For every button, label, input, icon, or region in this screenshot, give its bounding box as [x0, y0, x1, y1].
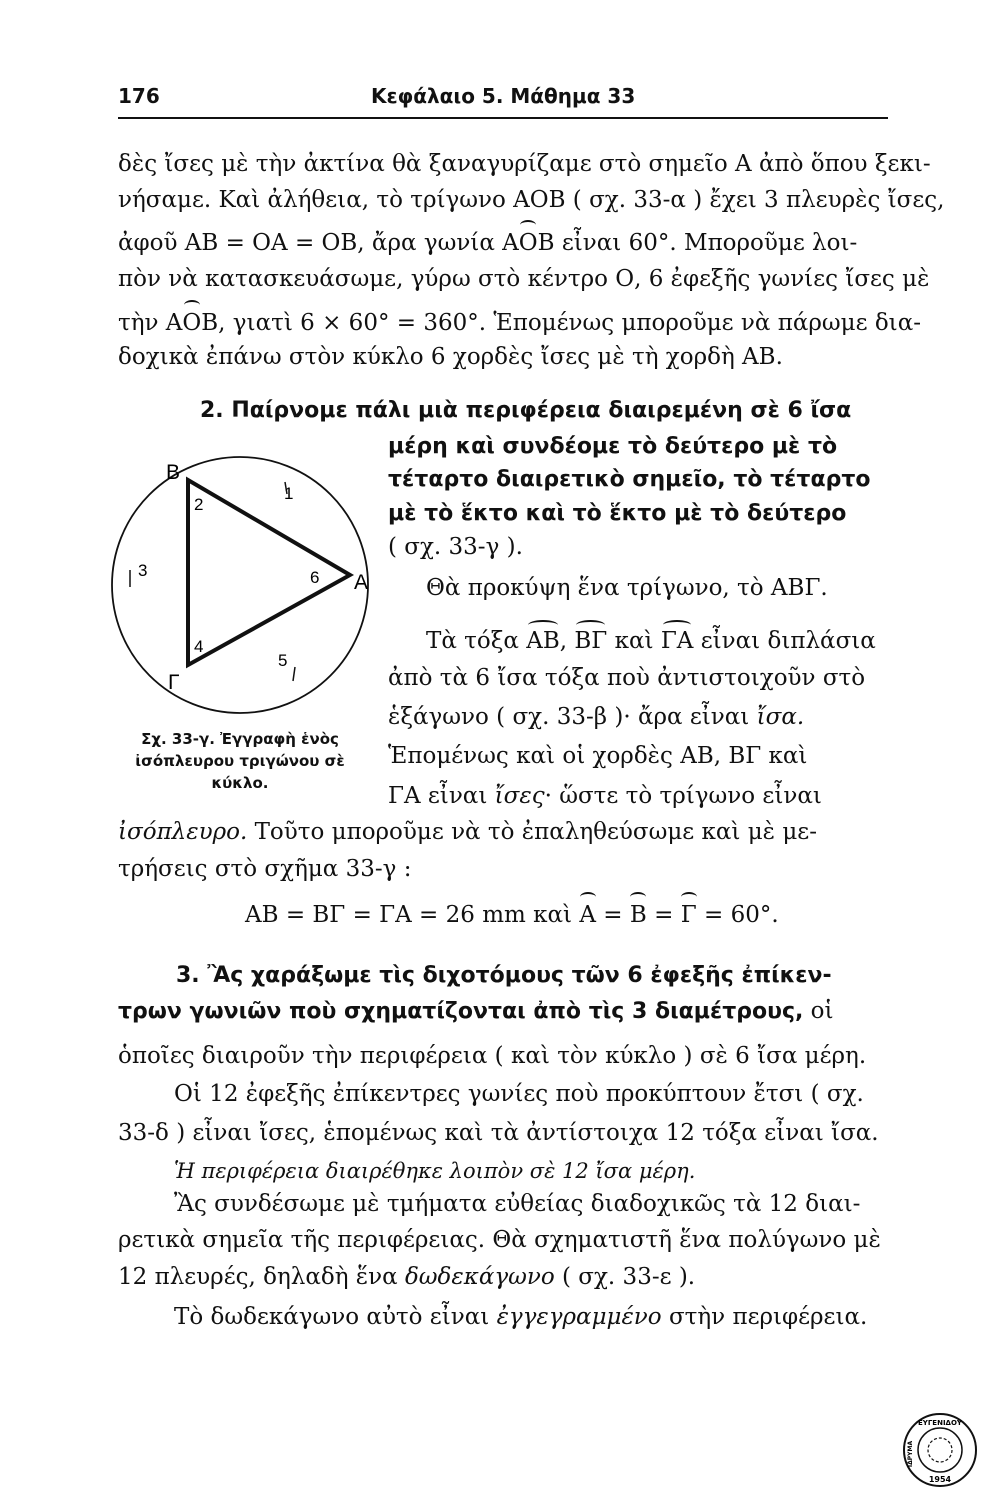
caption-line-3: κύκλο. — [211, 774, 269, 792]
label-G: Γ — [168, 671, 180, 694]
p3-line-3: ὁποῖες διαιροῦν τὴν περιφέρεια ( καὶ τὸν κύκλο ) σὲ 6 ἴσα μέρη. — [118, 1043, 867, 1069]
p2-line-8: ἀπὸ τὰ 6 ἴσα τόξα ποὺ ἀντιστοιχοῦν στὸ — [388, 665, 866, 691]
p2-line-9 — [388, 703, 804, 731]
label-B: Β — [166, 461, 181, 484]
p3-line-4: Οἱ 12 ἐφεξῆς ἐπίκεντρες γωνίες ποὺ προκύπτουν ἔτσι ( σχ. — [174, 1081, 864, 1107]
p2-line-11-italic: ἴσες — [494, 783, 545, 809]
p3-line-10b: στὴν περιφέρεια. — [661, 1304, 868, 1330]
eq-part-a: ΑΒ = ΒΓ = ΓΑ = 26 mm καὶ — [245, 902, 580, 928]
p1-line-3a: ἀφοῦ ΑΒ = ΟΑ = ΟΒ, ἄρα γωνία Α — [118, 230, 519, 256]
p2-line-11a: ΓΑ εἶναι — [388, 783, 495, 809]
arc-AB: ΑΒ — [526, 628, 560, 654]
p3-line-2-bold: τρων γωνιῶν ποὺ σχηματίζονται ἀπὸ τὶς 3 διαμέτρους, — [118, 999, 804, 1024]
p3-line-10a: Τὸ δωδεκάγωνο αὐτὸ εἶναι — [174, 1304, 497, 1330]
figure-caption — [104, 728, 376, 794]
eq-part-b: = 60°. — [696, 902, 779, 928]
p2-line-1: 2. Παίρνομε πάλι μιὰ περιφέρεια διαιρεμένη σὲ 6 ἴσα — [200, 398, 852, 423]
p2-line-9-italic: ἴσα. — [756, 704, 805, 730]
p2-line-3: τέταρτο διαιρετικὸ σημεῖο, τὸ τέταρτο — [388, 467, 871, 492]
p2-line-12-italic: ἰσόπλευρο. — [118, 819, 248, 845]
caption-line-2: ἰσόπλευρου τριγώνου σὲ — [135, 752, 345, 770]
label-2: 2 — [194, 495, 204, 514]
arc-GA: ΓΑ — [660, 628, 694, 654]
p2-line-7-sep2: καὶ — [607, 628, 661, 654]
p2-line-11b: · ὥστε τὸ τρίγωνο εἶναι — [544, 783, 822, 809]
p1-line-3 — [118, 229, 857, 257]
p3-line-10-italic: ἐγγεγραμμένο — [496, 1304, 662, 1330]
stamp-year: 1954 — [928, 1475, 952, 1484]
caption-line-1: Σχ. 33-γ. Ἐγγραφὴ ἑνὸς — [141, 730, 339, 748]
p2-line-6: Θὰ προκύψη ἕνα τρίγωνο, τὸ ΑΒΓ. — [426, 575, 828, 601]
p2-line-13: τρήσεις στὸ σχῆμα 33-γ : — [118, 856, 412, 882]
p2-line-7-sep1: , — [559, 628, 575, 654]
stamp-inner-ring — [918, 1428, 962, 1472]
angle-hat-O-1: Ο — [518, 230, 538, 256]
figure-triangle — [188, 480, 350, 665]
angle-hat-G: Γ — [680, 902, 697, 928]
arc-BG: ΒΓ — [574, 628, 608, 654]
p3-line-8: ρετικὰ σημεῖα τῆς περιφέρειας. Θὰ σχηματιστῆ ἕνα πολύγωνο μὲ — [118, 1227, 881, 1253]
header-rule — [118, 117, 888, 119]
label-A: Α — [354, 571, 369, 594]
p1-line-1: δὲς ἴσες μὲ τὴν ἀκτίνα θὰ ξαναγυρίζαμε στὸ σημεῖο Α ἀπὸ ὅπου ξεκι- — [118, 151, 931, 177]
p2-line-5: ( σχ. 33-γ ). — [388, 534, 523, 560]
p2-line-11 — [388, 782, 822, 810]
eq-equals-2: = — [646, 902, 681, 928]
p2-line-7a: Τὰ τόξα — [426, 628, 527, 654]
angle-hat-O-2: Ο — [182, 310, 202, 336]
angle-hat-B: Β — [629, 902, 647, 928]
p3-line-9 — [118, 1263, 695, 1291]
p3-line-6: Ἡ περιφέρεια διαιρέθηκε λοιπὸν σὲ 12 ἴσα μέρη. — [174, 1159, 696, 1183]
figure-inscribed-triangle — [100, 455, 400, 725]
stamp-text-left: ΙΔΡΥΜΑ — [907, 1440, 914, 1468]
stamp-emblem — [928, 1438, 952, 1462]
p2-line-12b: Τοῦτο μποροῦμε νὰ τὸ ἐπαληθεύσωμε καὶ μὲ με- — [247, 819, 817, 845]
angle-hat-A: Α — [579, 902, 596, 928]
label-4: 4 — [194, 637, 204, 656]
p1-line-5b: Β, γιατὶ 6 × 60° = 360°. Ἑπομένως μποροῦμε νὰ πάρωμε δια- — [201, 310, 921, 336]
running-head: Κεφάλαιο 5. Μάθημα 33 — [371, 84, 636, 108]
p1-line-4: πὸν νὰ κατασκευάσωμε, γύρω στὸ κέντρο Ο, 6 ἐφεξῆς γωνίες ἴσες μὲ — [118, 266, 930, 292]
p2-line-7 — [426, 627, 876, 655]
page-number: 176 — [118, 84, 160, 108]
label-6: 6 — [310, 568, 320, 587]
p1-line-2: νήσαμε. Καὶ ἀλήθεια, τὸ τρίγωνο ΑΟΒ ( σχ. 33-α ) ἔχει 3 πλευρὲς ἴσες, — [118, 187, 945, 213]
eq-equals-1: = — [596, 902, 630, 928]
p3-line-10 — [174, 1303, 867, 1331]
tick-5 — [293, 667, 295, 681]
stamp-text-top: ΕΥΓΕΝΙΔΟΥ — [918, 1419, 962, 1427]
p3-line-2b: οἱ — [803, 998, 834, 1024]
p3-line-7: Ἂς συνδέσωμε μὲ τμήματα εὐθείας διαδοχικῶς τὰ 12 διαι- — [174, 1191, 861, 1217]
p2-line-12 — [118, 818, 817, 846]
p2-line-9a: ἑξάγωνο ( σχ. 33-β )· ἄρα εἶναι — [388, 704, 757, 730]
p3-line-5: 33-δ ) εἶναι ἴσες, ἑπομένως καὶ τὰ ἀντίστοιχα 12 τόξα εἶναι ἴσα. — [118, 1120, 879, 1146]
p3-line-9-italic: δωδεκάγωνο — [404, 1264, 555, 1290]
p3-line-1: 3. Ἂς χαράξωμε τὶς διχοτόμους τῶν 6 ἐφεξῆς ἐπίκεν- — [176, 963, 832, 988]
p2-line-4: μὲ τὸ ἕκτο καὶ τὸ ἕκτο μὲ τὸ δεύτερο — [388, 501, 847, 526]
p3-line-9a: 12 πλευρές, δηλαδὴ ἕνα — [118, 1264, 405, 1290]
p1-line-5a: τὴν Α — [118, 310, 183, 336]
page-header — [118, 84, 888, 124]
p1-line-3b: Β εἶναι 60°. Μποροῦμε λοι- — [537, 230, 858, 256]
p3-line-9b: ( σχ. 33-ε ). — [554, 1264, 696, 1290]
library-stamp — [900, 1410, 980, 1490]
label-3: 3 — [138, 561, 148, 580]
p2-line-10: Ἑπομένως καὶ οἱ χορδὲς ΑΒ, ΒΓ καὶ — [388, 743, 808, 769]
p3-line-2 — [118, 997, 834, 1026]
p2-equation — [245, 901, 779, 929]
label-1: 1 — [284, 484, 294, 503]
label-5: 5 — [278, 651, 288, 670]
p2-line-7b: εἶναι διπλάσια — [693, 628, 876, 654]
p1-line-5 — [118, 309, 921, 337]
p1-line-6: δοχικὰ ἐπάνω στὸν κύκλο 6 χορδὲς ἴσες μὲ τὴ χορδὴ ΑΒ. — [118, 344, 783, 370]
p2-line-2: μέρη καὶ συνδέομε τὸ δεύτερο μὲ τὸ — [388, 434, 838, 459]
